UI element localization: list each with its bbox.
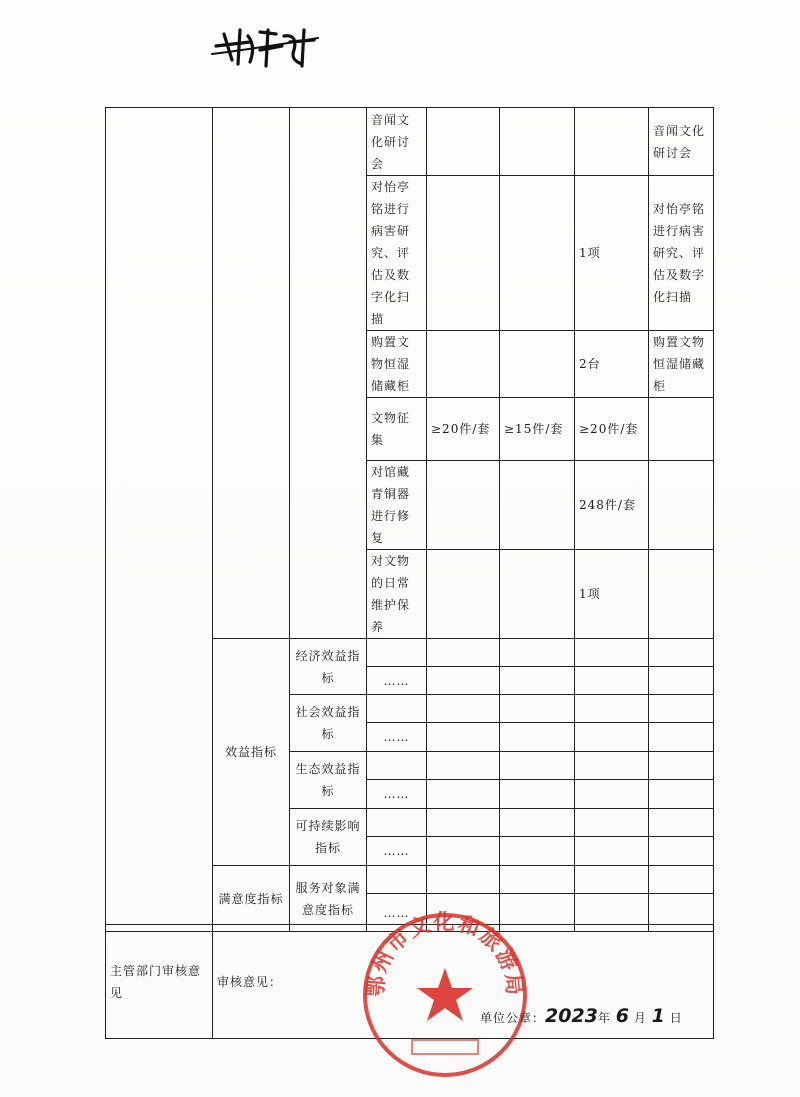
value-cell: [500, 809, 575, 837]
value-cell: 1项: [575, 550, 649, 639]
value-cell: [500, 695, 575, 723]
indicator-note: [649, 866, 714, 894]
indicator-note: [649, 809, 714, 837]
blank-cell: [290, 108, 367, 639]
value-cell: [427, 461, 500, 550]
value-cell: ≥20件/套: [575, 398, 649, 461]
placeholder-dots: ……: [367, 667, 427, 695]
month-handwritten: 6: [615, 1005, 629, 1027]
indicator-name: 文物征集: [367, 398, 427, 461]
blank-cell: [106, 108, 213, 932]
indicator-note: [649, 550, 714, 639]
sustainable-impact-label: 可持续影响指标: [290, 809, 367, 866]
indicator-note: [649, 639, 714, 667]
value-cell: [427, 331, 500, 398]
value-cell: [427, 695, 500, 723]
value-cell: [427, 176, 500, 331]
month-suffix: 月: [633, 1011, 647, 1025]
value-cell: [500, 667, 575, 695]
value-cell: [500, 866, 575, 894]
dept-review-label: 主管部门审核意见: [106, 925, 213, 1039]
indicator-note: [649, 752, 714, 780]
value-cell: [575, 837, 649, 866]
indicator-note: [649, 398, 714, 461]
value-cell: [427, 780, 500, 809]
official-seal: [360, 910, 530, 1080]
table-row: [106, 108, 714, 176]
value-cell: [575, 695, 649, 723]
indicator-name: 音闻文化研讨会: [367, 108, 427, 176]
value-cell: [427, 809, 500, 837]
value-cell: [427, 667, 500, 695]
unit-seal-label: 单位公章：: [480, 1011, 546, 1025]
value-cell: [575, 639, 649, 667]
svg-text:鄂州市文化和旅游局: 鄂州市文化和旅游局: [362, 910, 528, 998]
value-cell: [427, 550, 500, 639]
service-satisfaction-label: 服务对象满意度指标: [290, 866, 367, 932]
indicator-note: [649, 667, 714, 695]
day-handwritten: 1: [651, 1005, 665, 1027]
value-cell: [500, 176, 575, 331]
value-cell: [575, 723, 649, 752]
value-cell: [427, 723, 500, 752]
indicator-name: 对文物的日常维护保养: [367, 550, 427, 639]
value-cell: ≥20件/套: [427, 398, 500, 461]
value-cell: [500, 550, 575, 639]
indicator-note: 对怡亭铭进行病害研究、评估及数字化扫描: [649, 176, 714, 331]
value-cell: [575, 866, 649, 894]
indicator-name: [367, 639, 427, 667]
indicator-note: 购置文物恒湿储藏柜: [649, 331, 714, 398]
year-suffix: 年: [597, 1011, 611, 1025]
value-cell: [500, 639, 575, 667]
value-cell: [575, 108, 649, 176]
value-cell: [500, 723, 575, 752]
indicator-note: [649, 461, 714, 550]
year-handwritten: 2023: [545, 1005, 598, 1027]
indicator-name: [367, 866, 427, 894]
indicator-name: 对怡亭铭进行病害研究、评估及数字化扫描: [367, 176, 427, 331]
indicator-note: [649, 837, 714, 866]
value-cell: [500, 331, 575, 398]
value-cell: 2台: [575, 331, 649, 398]
ecological-benefit-label: 生态效益指标: [290, 752, 367, 809]
placeholder-dots: ……: [367, 780, 427, 809]
value-cell: [427, 108, 500, 176]
value-cell: [500, 780, 575, 809]
value-cell: [427, 837, 500, 866]
satisfaction-indicator-label: 满意度指标: [213, 866, 290, 932]
placeholder-dots: ……: [367, 837, 427, 866]
performance-table: [105, 107, 714, 932]
indicator-name: [367, 695, 427, 723]
indicator-note: [649, 723, 714, 752]
indicator-name: 对馆藏青铜器进行修复: [367, 461, 427, 550]
placeholder-dots: ……: [367, 894, 427, 932]
seal-date-line: [480, 1005, 683, 1027]
value-cell: 1项: [575, 176, 649, 331]
value-cell: [575, 752, 649, 780]
economic-benefit-label: 经济效益指标: [290, 639, 367, 695]
value-cell: [500, 837, 575, 866]
indicator-note: [649, 780, 714, 809]
indicator-name: 购置文物恒湿储藏柜: [367, 331, 427, 398]
blank-cell: [213, 108, 290, 639]
value-cell: [575, 780, 649, 809]
benefit-indicator-label: 效益指标: [213, 639, 290, 866]
value-cell: [427, 752, 500, 780]
indicator-name: [367, 752, 427, 780]
value-cell: [500, 752, 575, 780]
handwritten-signature: [210, 16, 320, 76]
value-cell: 248件/套: [575, 461, 649, 550]
indicator-note: [649, 695, 714, 723]
value-cell: [500, 108, 575, 176]
indicator-note: 音闻文化研讨会: [649, 108, 714, 176]
value-cell: ≥15件/套: [500, 398, 575, 461]
placeholder-dots: ……: [367, 723, 427, 752]
value-cell: [575, 667, 649, 695]
day-suffix: 日: [669, 1011, 683, 1025]
indicator-name: [367, 809, 427, 837]
social-benefit-label: 社会效益指标: [290, 695, 367, 752]
value-cell: [575, 809, 649, 837]
review-title: 审核意见：: [217, 974, 283, 989]
value-cell: [427, 866, 500, 894]
value-cell: [427, 639, 500, 667]
value-cell: [500, 461, 575, 550]
